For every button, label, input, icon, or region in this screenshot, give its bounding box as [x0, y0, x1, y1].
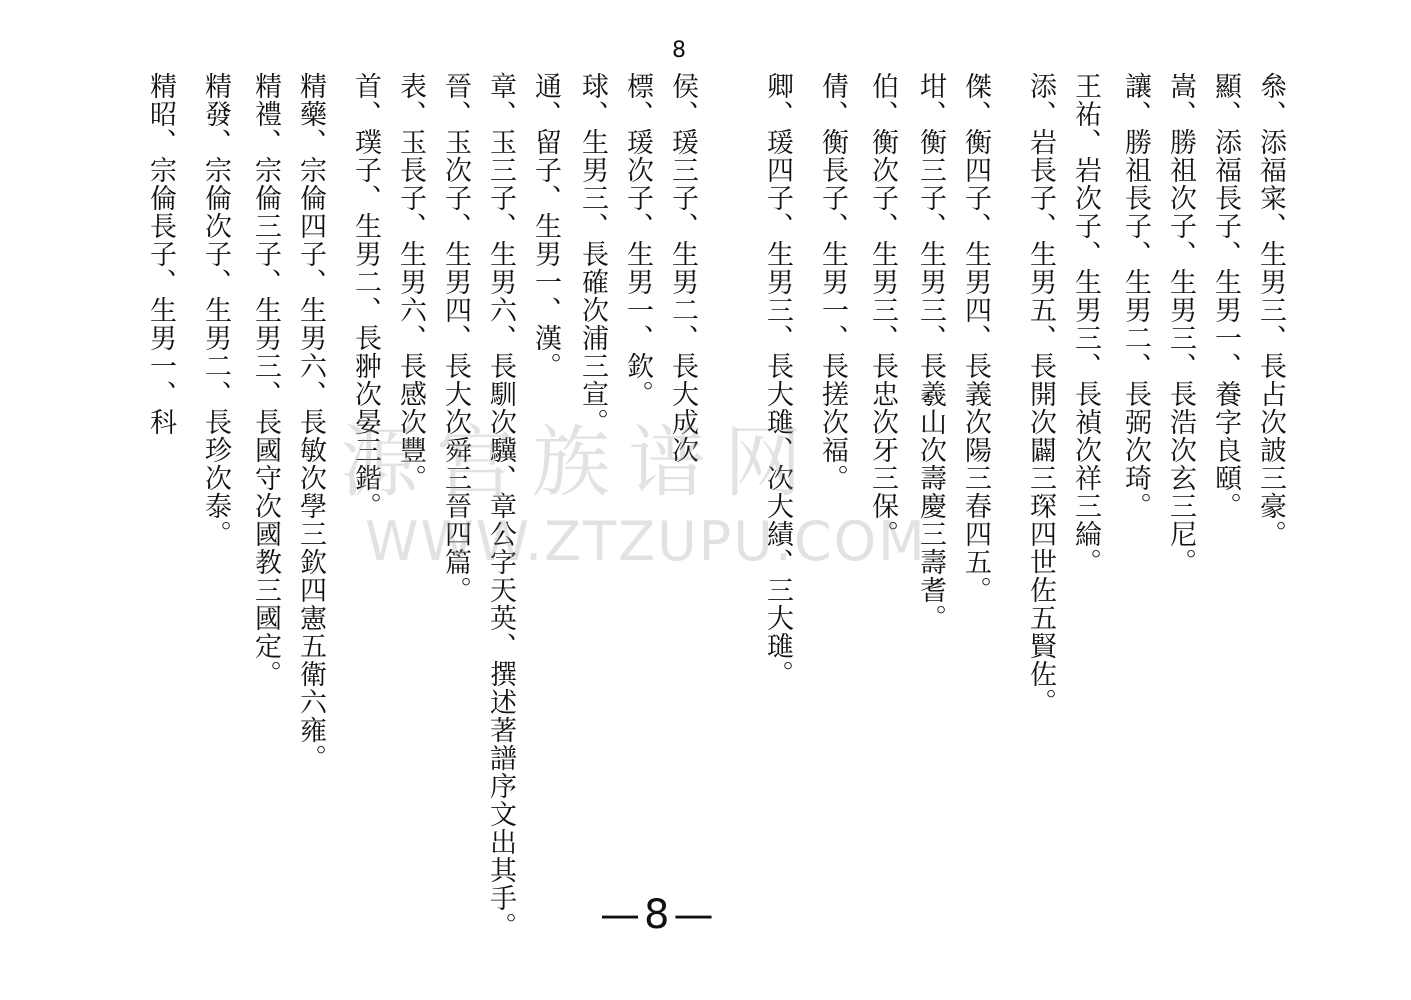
text-column: 侯、瑗三子、生男二、長大成次	[667, 72, 698, 464]
page-number-top: 8	[672, 38, 686, 63]
watermark-url: WWW.ZTZUPU.COM	[365, 510, 927, 573]
text-column: 倩、衡長子、生男一、長搓次福。	[817, 72, 848, 492]
text-column: 添、岩長子、生男五、長開次闢三琛四世佐五賢佐。	[1025, 72, 1056, 716]
text-column: 精藥、宗倫四子、生男六、長敏次學三欽四憲五衛六雍。	[295, 72, 326, 772]
text-column: 叅、添福寀、生男三、長占次詖三豪。	[1255, 72, 1286, 548]
text-column: 讓、勝祖長子、生男二、長弼次琦。	[1120, 72, 1151, 520]
text-column: 首、璞子、生男二、長翀次晏三鍇。	[350, 72, 381, 520]
text-column: 坩、衡三子、生男三、長羲山次壽慶三壽耆。	[915, 72, 946, 632]
text-column: 章、玉三子、生男六、長馴次驥、章公字天英、撰述著譜序文出其手。	[485, 72, 516, 940]
text-column: 卿、瑗四子、生男三、長大璡、次大績、三大璡。	[762, 72, 793, 688]
page-number-bottom: —8—	[600, 892, 718, 938]
text-column: 王祐、岩次子、生男三、長禎次祥三綸。	[1070, 72, 1101, 576]
text-column: 精禮、宗倫三子、生男三、長國守次國教三國定。	[250, 72, 281, 688]
text-column: 表、玉長子、生男六、長感次豐。	[395, 72, 426, 492]
text-column: 顯、添福長子、生男一、養字良頤。	[1210, 72, 1241, 520]
text-column: 精昭、宗倫長子、生男一、科	[145, 72, 176, 436]
text-column: 傑、衡四子、生男四、長義次陽三春四五。	[960, 72, 991, 604]
text-column: 球、生男三、長確次浦三宣。	[577, 72, 608, 436]
text-column: 精發、宗倫次子、生男二、長珍次泰。	[200, 72, 231, 548]
text-column: 通、留子、生男一、漢。	[530, 72, 561, 380]
text-column: 晉、玉次子、生男四、長大次舜三晉四篇。	[440, 72, 471, 604]
text-column: 伯、衡次子、生男三、長忠次牙三保。	[867, 72, 898, 548]
text-column: 嵩、勝祖次子、生男三、長浩次玄三尼。	[1165, 72, 1196, 576]
watermark-site-name: 源宫族谱网	[340, 418, 821, 508]
text-column: 標、瑗次子、生男一、欽。	[622, 72, 653, 408]
